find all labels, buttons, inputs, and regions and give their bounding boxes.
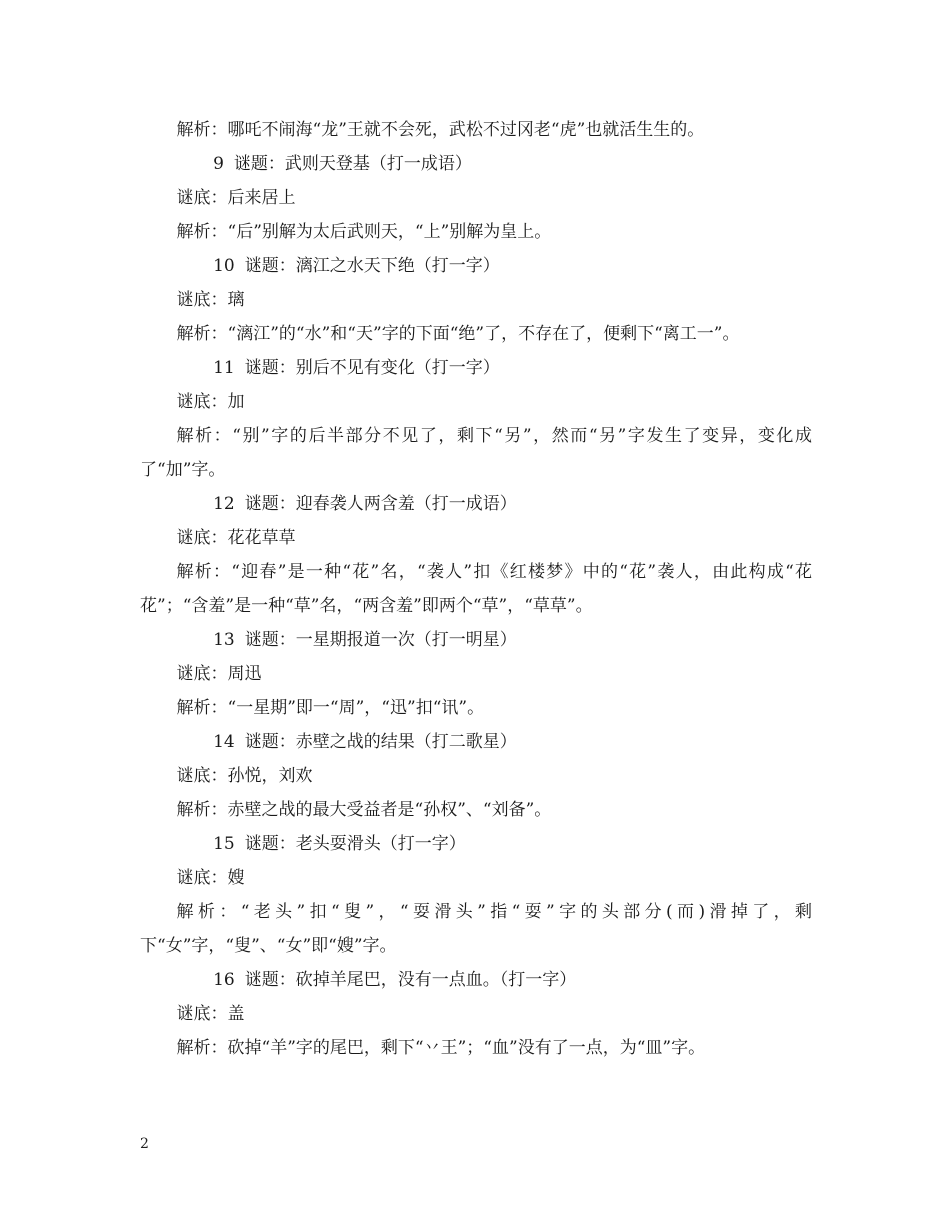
riddle-text: 谜题：漓江之水天下绝（打一字） bbox=[244, 256, 500, 276]
riddle-question bbox=[140, 827, 812, 861]
explanation-paragraph: 解析：“后”别解为太后武则天，“上”别解为皇上。 bbox=[176, 222, 552, 242]
riddle-question bbox=[140, 487, 812, 521]
riddle-answer: 谜底：嫂 bbox=[176, 868, 245, 888]
riddle-answer: 谜底：加 bbox=[176, 392, 245, 412]
riddle-question bbox=[140, 725, 812, 759]
riddle-answer: 谜底：盖 bbox=[176, 1004, 245, 1024]
riddle-answer: 谜底：后来居上 bbox=[176, 188, 296, 208]
explanation-paragraph: 解析：哪吒不闹海“龙”王就不会死，武松不过冈老“虎”也就活生生的。 bbox=[176, 120, 705, 140]
riddle-number: 13 bbox=[213, 630, 235, 650]
explanation-paragraph: 解析：“别”字的后半部分不见了，剩下“另”，然而“另”字发生了变异，变化成了“加”字。 bbox=[140, 426, 812, 480]
explanation-paragraph: 解析：砍掉“羊”字的尾巴，剩下“丷王”；“血”没有了一点，为“皿”字。 bbox=[176, 1038, 706, 1058]
riddle-number: 14 bbox=[213, 732, 235, 752]
riddle-text: 谜题：武则天登基（打一成语） bbox=[233, 154, 472, 174]
riddle-number: 9 bbox=[213, 154, 224, 174]
riddle-text: 谜题：迎春袭人两含羞（打一成语） bbox=[244, 494, 517, 514]
riddle-answer: 谜底：孙悦，刘欢 bbox=[176, 766, 313, 786]
riddle-number: 16 bbox=[213, 970, 235, 990]
explanation-paragraph: 解析：赤壁之战的最大受益者是“孙权”、“刘备”。 bbox=[176, 800, 552, 820]
riddle-text: 谜题：砍掉羊尾巴，没有一点血。（打一字） bbox=[244, 970, 577, 990]
riddle-answer: 谜底：璃 bbox=[176, 290, 245, 310]
riddle-number: 10 bbox=[213, 256, 235, 276]
explanation-paragraph: 解析：“迎春”是一种“花”名，“袭人”扣《红楼梦》中的“花”袭人，由此构成“花花”；“含羞”是一种“草”名，“两含羞”即两个“草”，“草草”。 bbox=[140, 562, 812, 616]
riddle-question bbox=[140, 623, 812, 657]
explanation-paragraph: 解析：“老头”扣“叟”，“耍滑头”指“耍”字的头部分(而)滑掉了，剩下“女”字，“叟”、“女”即“嫂”字。 bbox=[140, 902, 812, 956]
riddle-number: 15 bbox=[213, 834, 235, 854]
riddle-text: 谜题：赤壁之战的结果（打二歌星） bbox=[244, 732, 517, 752]
riddle-answer: 谜底：花花草草 bbox=[176, 528, 296, 548]
riddle-question bbox=[140, 963, 812, 997]
explanation-paragraph: 解析：“一星期”即一“周”，“迅”扣“讯”。 bbox=[176, 698, 485, 718]
riddle-answer: 谜底：周迅 bbox=[176, 664, 262, 684]
riddle-number: 11 bbox=[213, 358, 235, 378]
riddle-text: 谜题：老头耍滑头（打一字） bbox=[244, 834, 466, 854]
riddle-number: 12 bbox=[213, 494, 235, 514]
riddle-text: 谜题：别后不见有变化（打一字） bbox=[244, 358, 500, 378]
riddle-question bbox=[140, 147, 812, 181]
riddle-question bbox=[140, 351, 812, 385]
page-number: 2 bbox=[140, 1136, 149, 1152]
riddle-question bbox=[140, 249, 812, 283]
explanation-paragraph: 解析：“漓江”的“水”和“天”字的下面“绝”了，不存在了，便剩下“离工一”。 bbox=[176, 324, 740, 344]
riddle-text: 谜题：一星期报道一次（打一明星） bbox=[244, 630, 517, 650]
document-body bbox=[140, 113, 812, 1065]
